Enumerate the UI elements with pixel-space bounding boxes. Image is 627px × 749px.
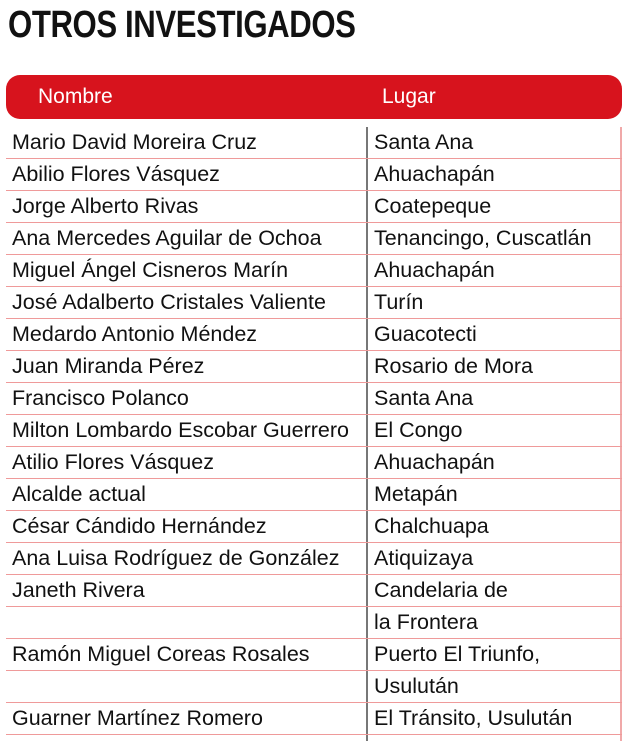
cell-lugar: Ahuachapán [374, 162, 495, 186]
cell-nombre: Francisco Polanco [12, 386, 189, 410]
table-row [6, 671, 622, 703]
cell-nombre: Miguel Ángel Cisneros Marín [12, 258, 289, 282]
table-row [6, 447, 622, 479]
cell-lugar: Rosario de Mora [374, 354, 533, 378]
cell-nombre: Juan Miranda Pérez [12, 354, 205, 378]
column-header-nombre: Nombre [38, 85, 113, 108]
cell-nombre: Atilio Flores Vásquez [12, 450, 214, 474]
cell-nombre: Medardo Antonio Méndez [12, 322, 258, 346]
cell-lugar: Tenancingo, Cuscatlán [374, 226, 592, 250]
table-row [6, 543, 622, 575]
cell-lugar: Coatepeque [374, 194, 492, 218]
cell-lugar: Santa Ana [374, 386, 474, 410]
table-row [6, 127, 622, 159]
cell-lugar: Turín [374, 290, 424, 314]
cell-nombre: Ramón Miguel Coreas Rosales [12, 642, 310, 666]
table-row [6, 607, 622, 639]
cell-lugar: El Tránsito, Usulután [374, 706, 573, 730]
cell-nombre: Ana Mercedes Aguilar de Ochoa [12, 226, 322, 250]
cell-lugar: El Congo [374, 418, 463, 442]
cell-lugar: Guacotecti [374, 322, 477, 346]
column-header-lugar: Lugar [382, 85, 436, 108]
table-row [6, 319, 622, 351]
table-row [6, 255, 622, 287]
cell-nombre: Mario David Moreira Cruz [12, 130, 257, 154]
cell-lugar: Metapán [374, 482, 458, 506]
cell-nombre: Guarner Martínez Romero [12, 706, 263, 730]
cell-lugar: Ahuachapán [374, 258, 495, 282]
cell-lugar: Candelaria de [374, 578, 508, 602]
cell-nombre: Jorge Alberto Rivas [12, 194, 199, 218]
table-row [6, 351, 622, 383]
table-row [6, 159, 622, 191]
cell-lugar: Ahuachapán [374, 450, 495, 474]
cell-lugar: Atiquizaya [374, 546, 474, 570]
table-row [6, 383, 622, 415]
table-row [6, 639, 622, 671]
cell-lugar: Chalchuapa [374, 514, 489, 538]
table-row [6, 575, 622, 607]
cell-lugar: Usulután [374, 674, 459, 698]
table-header [6, 75, 622, 119]
table-row [6, 703, 622, 735]
investigados-table [6, 127, 622, 743]
cell-nombre: Alcalde actual [12, 482, 146, 506]
cell-lugar: Santa Ana [374, 130, 474, 154]
table-row [6, 223, 622, 255]
cell-nombre: Abilio Flores Vásquez [12, 162, 220, 186]
cell-nombre: César Cándido Hernández [12, 514, 267, 538]
cell-nombre: José Adalberto Cristales Valiente [12, 290, 326, 314]
cell-nombre: Ana Luisa Rodríguez de González [12, 546, 340, 570]
table-row [6, 415, 622, 447]
cell-nombre: Milton Lombardo Escobar Guerrero [12, 418, 349, 442]
cell-nombre: Janeth Rivera [12, 578, 145, 602]
table-row [6, 479, 622, 511]
page-title: OTROS INVESTIGADOS [8, 4, 356, 46]
table-row [6, 191, 622, 223]
cell-lugar: la Frontera [374, 610, 478, 634]
table-row [6, 287, 622, 319]
cell-lugar: Puerto El Triunfo, [374, 642, 541, 666]
table-row [6, 511, 622, 543]
